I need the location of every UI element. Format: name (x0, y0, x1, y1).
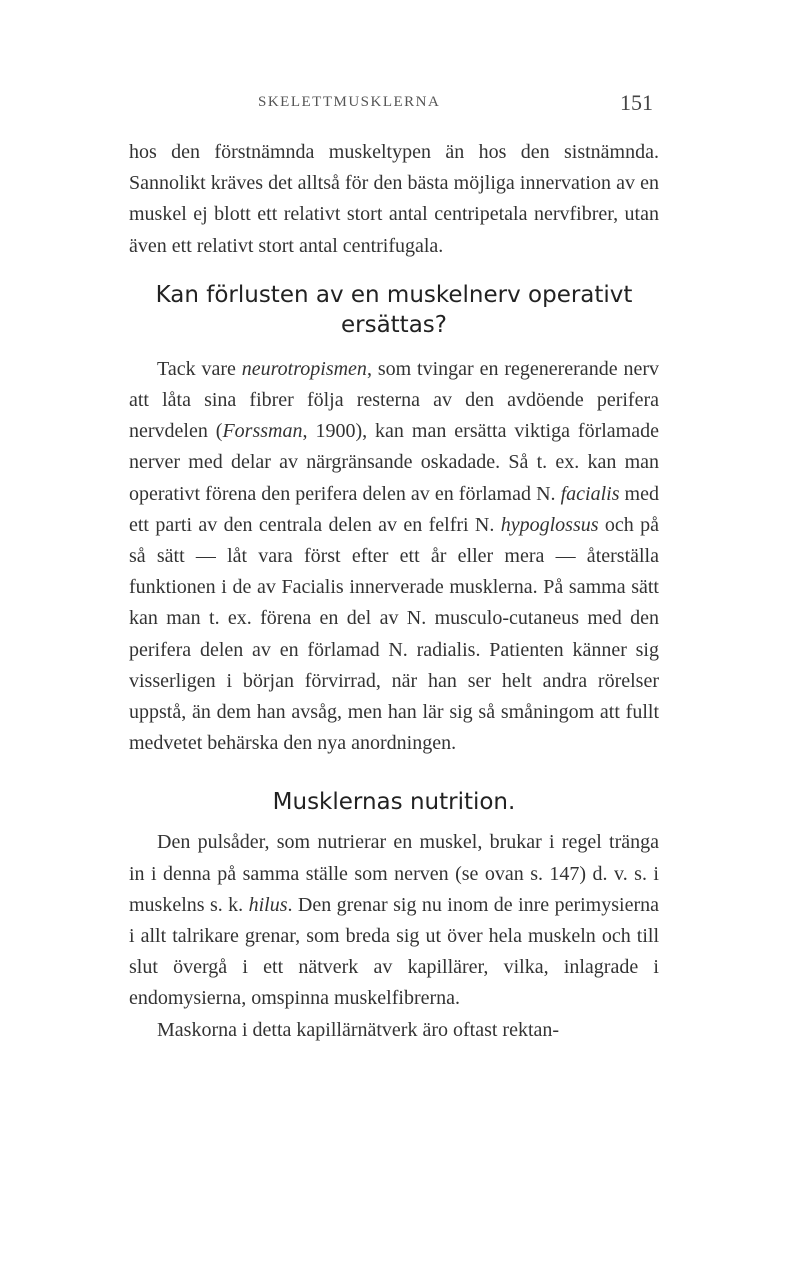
text-run: , som tvingar en regenererande nerv att låta sina fibrer följa resterna av den avdöende perifera nervdelen ( (129, 357, 659, 443)
paragraph-nerve-replacement (129, 354, 659, 760)
italic-term: neurotropismen (241, 357, 367, 380)
paragraph-intro: hos den förstnämnda muskeltypen än hos den sistnämnda. Sannolikt kräves det alltså för den bästa möjliga innervation av en muskel ej blott ett relativt stort antal centripetala nervfibrer, utan även ett relativt stort antal centrifugala. (129, 141, 659, 257)
text-run: , 1900), kan man ersätta viktiga förlamade nerver med delar av närgränsande oskadade. Så t. ex. kan man operativt förena den perifera delen av en förlamad N. (129, 420, 659, 505)
paragraph-capillary: Maskorna i detta kapillärnätverk äro oftast rektan- (157, 1018, 560, 1041)
page-body (129, 137, 659, 1046)
section-heading-nerve-replacement: Kan förlusten av en muskelnerv operativt ersättas? (155, 281, 633, 338)
page-number: 151 (620, 90, 653, 115)
text-run: . Den grenar sig nu inom de inre perimysierna i allt talrikare grenar, som breda sig ut över hela muskeln och till slut övergå i ett nätverk av kapillärer, vilka, inlagrade i endomysierna, omspinna muskelfibrerna. (129, 893, 659, 1010)
paragraph-nutrition (129, 827, 659, 1014)
text-run: och på så sätt — låt vara först efter ett år eller mera — återställa funktionen i de av Facialis innerverade musklerna. På samma sätt kan man t. ex. förena en del av N. musculo-cutaneus med den perifera delen av en förlamad N. radialis. Patienten känner sig visserligen i början förvirrad, när han ser helt andra rörelser uppstå, än dem han avsåg, men han lär sig så småningom att fullt medvetet behärska den nya anordningen. (129, 513, 659, 755)
text-run: Den pulsåder, som nutrierar en muskel, brukar i regel tränga in i denna på samma ställe som nerven (se ovan s. 147) d. v. s. i muskelns s. k. (129, 831, 659, 916)
page-header (0, 90, 800, 124)
italic-term: hypoglossus (500, 513, 599, 536)
italic-term: facialis (560, 482, 620, 505)
running-title: SKELETTMUSKLERNA (258, 94, 441, 110)
italic-term: hilus (248, 893, 288, 916)
section-heading-nutrition: Musklernas nutrition. (272, 789, 516, 816)
text-run: Tack vare (157, 357, 242, 380)
text-run: med ett parti av den centrala delen av en felfri N. (129, 482, 659, 536)
italic-author: Forssman (222, 420, 303, 443)
